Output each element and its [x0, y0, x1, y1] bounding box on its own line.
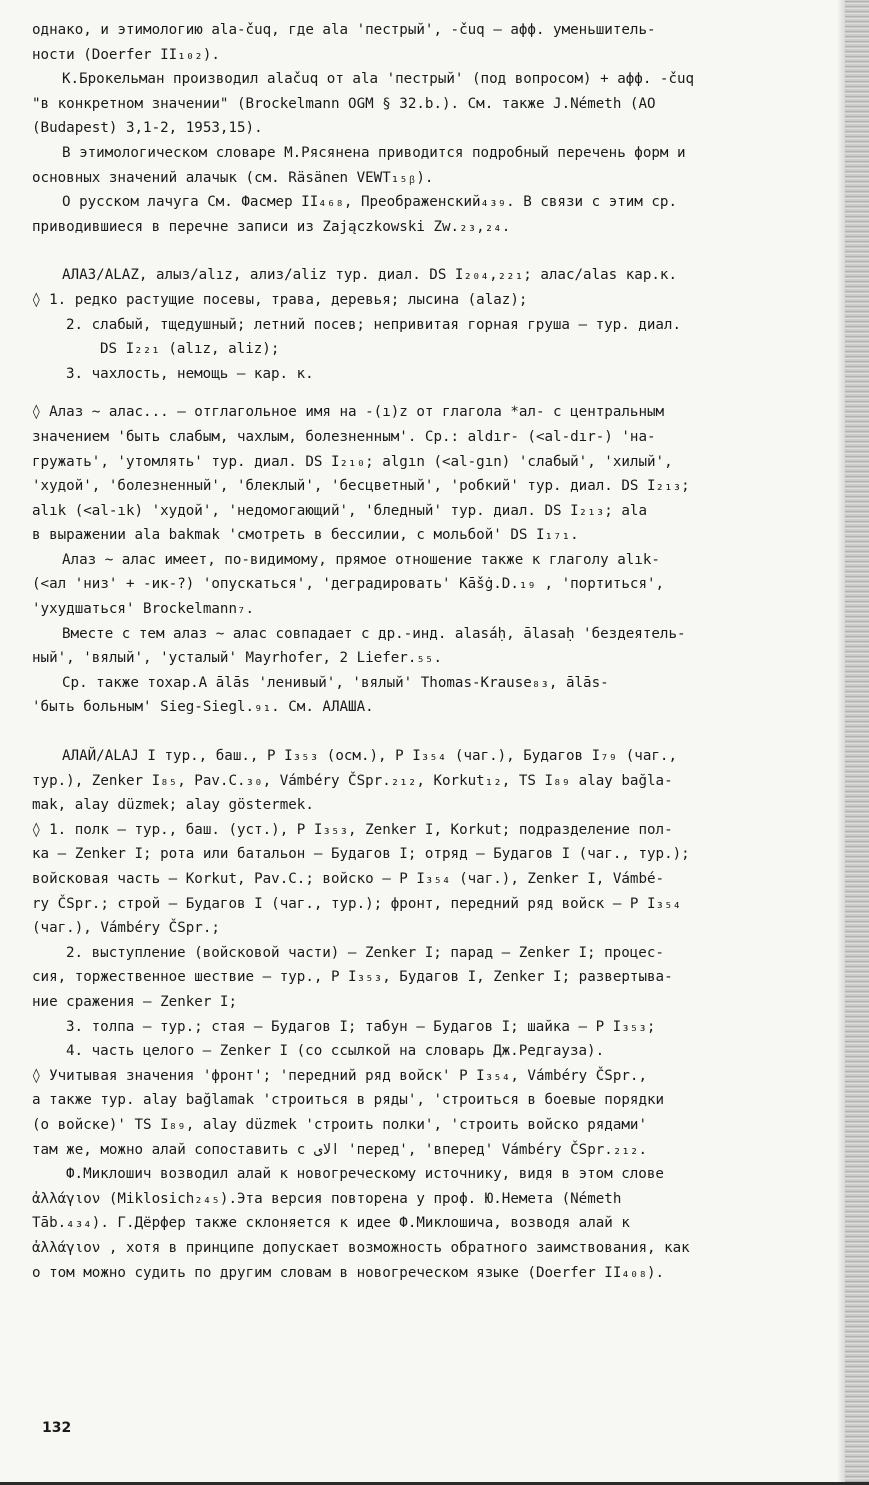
text-line: Ф.Миклошич возводил алай к новогреческому источнику, видя в этом слове — [66, 1166, 664, 1183]
text-line: войсковая часть – Korkut, Pav.C.; войско – Р I₃₅₄ (чаг.), Zenker I, Vámbé- — [32, 871, 665, 887]
text-line: о том можно судить по другим словам в новогреческом языке (Doerfer II₄₀₈). — [32, 1264, 665, 1281]
text-line: DS I₂₂₁ (alız, aliz); — [100, 341, 280, 358]
text-line: ry ČSpr.; строй – Будагов I (чаг., тур.); фронт, передний ряд войск – Р I₃₅₄ — [32, 895, 682, 912]
text-line: (Budapest) 3,1-2, 1953,15). — [32, 120, 263, 137]
text-line: mak, alay düzmek; alay göstermek. — [32, 797, 314, 814]
page-number: 132 — [42, 1420, 72, 1436]
text-line: однако, и этимологию ala-čuq, где ala 'пестрый', -čuq – афф. уменьшитель- — [32, 22, 656, 38]
text-line: К.Брокельман производил alačuq от ala 'пестрый' (под вопросом) + афф. -čuq — [62, 71, 695, 88]
text-line: ние сражения – Zenker I; — [32, 993, 237, 1010]
text-line: 3. чахлость, немощь – кар. к. — [66, 365, 314, 382]
text-line: гружать', 'утомлять' тур. диал. DS I₂₁₀; algın (<al-gın) 'слабый', 'хилый', — [32, 453, 673, 470]
text-line: значением 'быть слабым, чахлым, болезненным'. Ср.: aldır- (<al-dır-) 'на- — [32, 428, 656, 445]
text-line: тур.), Zenker I₈₅, Pav.C.₃₀, Vámbéry ČSpr.₂₁₂, Korkut₁₂, TS I₈₉ alay bağla- — [32, 772, 673, 789]
text-line: (<ал 'низ' + -ик-?) 'опускаться', 'деградировать' Kāšġ.D.₁₉ , 'портиться', — [32, 576, 665, 593]
spacer — [32, 239, 839, 263]
text-line: О русском лачуга См. Фасмер II₄₆₈, Преображенский₄₃₉. В связи с этим ср. — [62, 194, 677, 211]
text-line: ный', 'вялый', 'усталый' Mayrhofer, 2 Liefer.₅₅. — [32, 650, 442, 667]
text-line: Вместе с тем алаз ~ алас совпадает с др.-инд. alasáḥ, ālasaḥ 'бездеятель- — [62, 625, 686, 642]
text-line: (о войске)' TS I₈₉, alay düzmek 'строить полки', 'строить войско рядами' — [32, 1116, 647, 1133]
text-line: ἀλλάγιον , хотя в принципе допускает возможность обратного заимствования, как — [32, 1239, 690, 1256]
text-line: сия, торжественное шествие – тур., Р I₃₅₃, Будагов I, Zenker I; развертыва- — [32, 969, 673, 986]
entry-heading-alaz: АЛАЗ/ALAZ, алыз/alız, ализ/aliz тур. диал. DS I₂₀₄,₂₂₁; алас/alas кар.к. — [62, 267, 677, 284]
text-line: в выражении ala bakmak 'смотреть в бессилии, с мольбой' DS I₁₇₁. — [32, 527, 579, 544]
text-line: 'ухудшаться' Brockelmann₇. — [32, 601, 255, 618]
text-line: (чаг.), Vámbéry ČSpr.; — [32, 920, 220, 937]
text-line: 2. выступление (войсковой части) – Zenker I; парад – Zenker I; процес- — [66, 944, 664, 961]
text-line: ◊ Алаз ~ алас... – отглагольное имя на -(ı)z от глагола *ал- с центральным — [32, 404, 665, 421]
page-edge — [845, 0, 869, 1485]
text-line: Алаз ~ алас имеет, по-видимому, прямое отношение также к глаголу alık- — [62, 551, 660, 568]
text-line: ◊ 1. редко растущие посевы, трава, деревья; лысина (alaz); — [32, 291, 528, 308]
spacer — [32, 386, 839, 400]
text-line: "в конкретном значении" (Brockelmann OGM § 32.b.). См. также J.Németh (AO — [32, 95, 656, 112]
text-line: В этимологическом словаре М.Рясянена приводится подробный перечень форм и — [62, 144, 686, 161]
text-line: alık (<al-ık) 'худой', 'недомогающий', 'бледный' тур. диал. DS I₂₁₃; ala — [32, 502, 647, 519]
text-line: ◊ Учитывая значения 'фронт'; 'передний ряд войск' Р I₃₅₄, Vámbéry ČSpr., — [32, 1067, 647, 1084]
text-line: Tāb.₄₃₄). Г.Дёрфер также склоняется к идее Ф.Миклошича, возводя алай к — [32, 1215, 630, 1232]
text-line: а также тур. alay bağlamak 'строиться в ряды', 'строиться в боевые порядки — [32, 1092, 665, 1109]
text-line: ка – Zenker I; рота или батальон – Будагов I; отряд – Будагов I (чаг., тур.); — [32, 846, 690, 863]
text-line: основных значений алачык (см. Räsänen VEWT₁₅ᵦ). — [32, 169, 434, 186]
text-line: 2. слабый, тщедушный; летний посев; непривитая горная груша – тур. диал. — [66, 316, 681, 333]
entry-heading-alaj: АЛАЙ/ALAJ I тур., баш., Р I₃₅₃ (осм.), Р I₃₅₄ (чаг.), Будагов I₇₉ (чаг., — [62, 748, 677, 765]
spacer — [32, 720, 839, 744]
text-line: ◊ 1. полк – тур., баш. (уст.), Р I₃₅₃, Zenker I, Korkut; подразделение пол- — [32, 821, 673, 838]
text-line: ности (Doerfer II₁₀₂). — [32, 46, 220, 63]
text-line: приводившиеся в перечне записи из Zajączkowski Zw.₂₃,₂₄. — [32, 218, 511, 235]
text-line: 3. толпа – тур.; стая – Будагов I; табун – Будагов I; шайка – Р I₃₅₃; — [66, 1018, 656, 1035]
text-line: 'худой', 'болезненный', 'блеклый', 'бесцветный', 'робкий' тур. диал. DS I₂₁₃; — [32, 478, 690, 495]
text-line: 'быть больным' Sieg-Siegl.₉₁. См. АЛАША. — [32, 699, 374, 716]
text-line: ἀλλάγιον (Miklosich₂₄₅).Эта версия повторена у проф. Ю.Немета (Németh — [32, 1190, 622, 1207]
page-edge-shadow — [837, 0, 845, 1485]
text-line: 4. часть целого – Zenker I (со ссылкой на словарь Дж.Редгауза). — [66, 1043, 605, 1060]
text-line: Ср. также тохар.А ālās 'ленивый', 'вялый' Thomas-Krause₈₃, ālās- — [62, 674, 609, 691]
text-line: там же, можно алай сопоставить с الاى 'перед', 'вперед' Vámbéry ČSpr.₂₁₂. — [32, 1141, 647, 1158]
